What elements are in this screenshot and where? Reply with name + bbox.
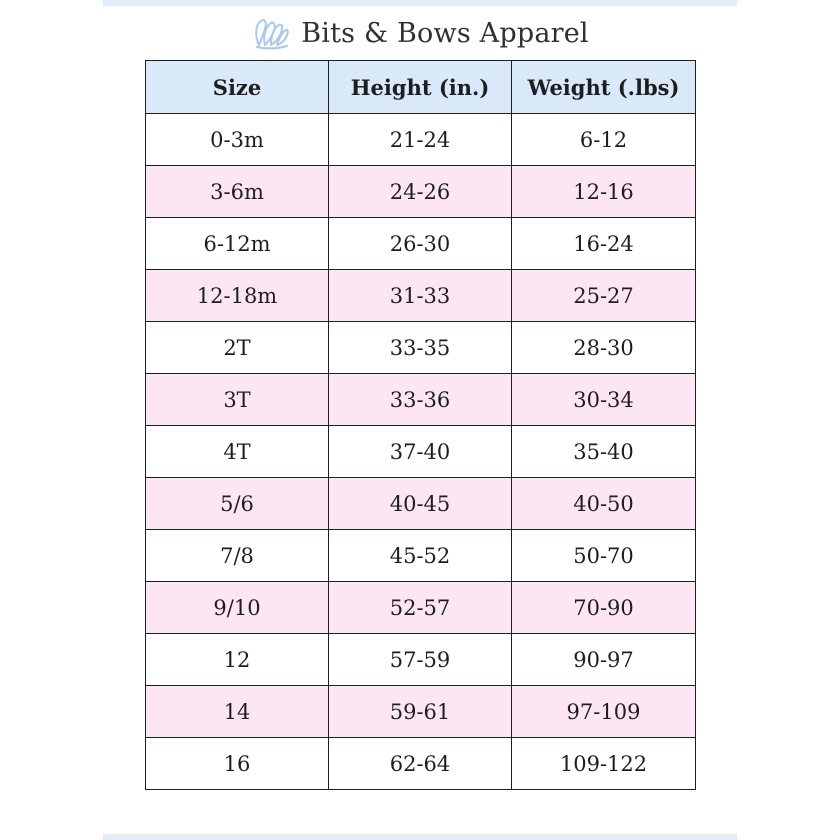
table-row <box>146 426 696 478</box>
size-cell: 4T <box>146 426 329 478</box>
height-cell: 52-57 <box>329 582 512 634</box>
top-accent-band <box>103 0 737 6</box>
size-cell: 3T <box>146 374 329 426</box>
weight-cell: 12-16 <box>512 166 696 218</box>
table-row <box>146 738 696 790</box>
table-row <box>146 322 696 374</box>
weight-cell: 90-97 <box>512 634 696 686</box>
weight-cell: 28-30 <box>512 322 696 374</box>
table-row <box>146 166 696 218</box>
column-header-size: Size <box>146 61 329 114</box>
table-row <box>146 270 696 322</box>
height-cell: 24-26 <box>329 166 512 218</box>
size-chart-table <box>145 60 696 790</box>
table-row <box>146 114 696 166</box>
height-cell: 57-59 <box>329 634 512 686</box>
column-header-height: Height (in.) <box>329 61 512 114</box>
table-row <box>146 478 696 530</box>
size-cell: 7/8 <box>146 530 329 582</box>
size-cell: 12-18m <box>146 270 329 322</box>
weight-cell: 50-70 <box>512 530 696 582</box>
size-cell: 6-12m <box>146 218 329 270</box>
weight-cell: 97-109 <box>512 686 696 738</box>
size-cell: 16 <box>146 738 329 790</box>
size-cell: 9/10 <box>146 582 329 634</box>
height-cell: 33-36 <box>329 374 512 426</box>
weight-cell: 70-90 <box>512 582 696 634</box>
weight-cell: 109-122 <box>512 738 696 790</box>
table-row <box>146 582 696 634</box>
size-cell: 12 <box>146 634 329 686</box>
size-cell: 2T <box>146 322 329 374</box>
column-header-weight: Weight (.lbs) <box>512 61 696 114</box>
height-cell: 62-64 <box>329 738 512 790</box>
bow-monogram-logo-icon <box>251 15 293 51</box>
weight-cell: 25-27 <box>512 270 696 322</box>
table-header-row <box>146 61 696 114</box>
height-cell: 21-24 <box>329 114 512 166</box>
weight-cell: 35-40 <box>512 426 696 478</box>
table-row <box>146 530 696 582</box>
weight-cell: 30-34 <box>512 374 696 426</box>
table-row <box>146 374 696 426</box>
height-cell: 26-30 <box>329 218 512 270</box>
size-cell: 5/6 <box>146 478 329 530</box>
height-cell: 33-35 <box>329 322 512 374</box>
size-cell: 0-3m <box>146 114 329 166</box>
brand-name: Bits & Bows Apparel <box>301 17 589 49</box>
height-cell: 31-33 <box>329 270 512 322</box>
weight-cell: 6-12 <box>512 114 696 166</box>
height-cell: 37-40 <box>329 426 512 478</box>
weight-cell: 40-50 <box>512 478 696 530</box>
height-cell: 59-61 <box>329 686 512 738</box>
size-cell: 3-6m <box>146 166 329 218</box>
table-row <box>146 634 696 686</box>
height-cell: 45-52 <box>329 530 512 582</box>
weight-cell: 16-24 <box>512 218 696 270</box>
size-cell: 14 <box>146 686 329 738</box>
table-row <box>146 686 696 738</box>
height-cell: 40-45 <box>329 478 512 530</box>
brand-header <box>0 12 840 54</box>
bottom-accent-band <box>103 834 737 840</box>
table-row <box>146 218 696 270</box>
